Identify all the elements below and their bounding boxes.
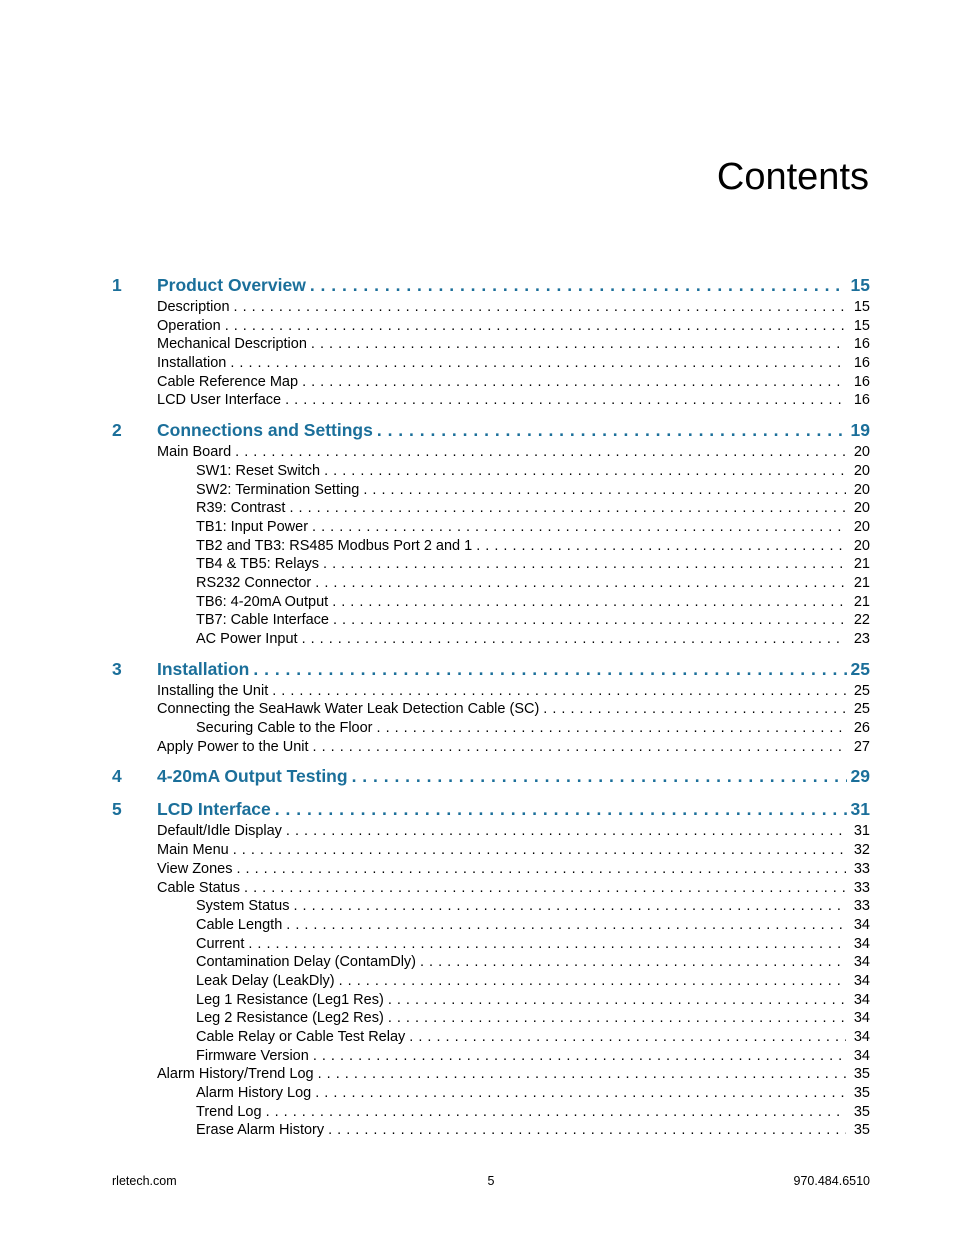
dot-leader — [234, 299, 846, 315]
entry-title: Cable Status — [157, 879, 241, 896]
entry-title: TB6: 4-20mA Output — [196, 593, 329, 610]
entry-page-number: 20 — [853, 462, 870, 479]
toc-entry[interactable] — [196, 1029, 870, 1048]
toc-chapter — [112, 659, 870, 758]
entry-title: R39: Contrast — [196, 500, 286, 517]
entry-title: Leg 1 Resistance (Leg1 Res) — [196, 991, 384, 1008]
dot-leader — [286, 823, 846, 839]
dot-leader — [253, 659, 846, 680]
entry-page-number: 20 — [853, 500, 870, 517]
entry-page-number: 34 — [853, 954, 870, 971]
dot-leader — [286, 917, 846, 933]
entry-title: Erase Alarm History — [196, 1122, 325, 1139]
toc-chapter-heading[interactable] — [112, 799, 870, 823]
entry-page-number: 34 — [853, 1010, 870, 1027]
toc-entry[interactable] — [196, 519, 870, 538]
toc-entry[interactable] — [196, 917, 870, 936]
dot-leader — [272, 683, 846, 699]
chapter-number: 2 — [112, 420, 122, 441]
entry-page-number: 35 — [853, 1103, 870, 1120]
entry-title: Operation — [157, 317, 221, 334]
toc-entry[interactable] — [157, 1066, 870, 1085]
dot-leader — [266, 1104, 846, 1120]
dot-leader — [333, 612, 846, 628]
entry-title: Securing Cable to the Floor — [196, 720, 373, 737]
entry-page-number: 26 — [853, 720, 870, 737]
toc-chapter-heading[interactable] — [112, 275, 870, 299]
entry-page-number: 23 — [853, 631, 870, 647]
entry-page-number: 16 — [853, 392, 870, 409]
dot-leader — [275, 799, 847, 820]
dot-leader — [313, 739, 846, 755]
entry-page-number: 33 — [853, 860, 870, 877]
chapter-page-number: 19 — [850, 420, 870, 441]
entry-page-number: 21 — [853, 593, 870, 610]
dot-leader — [315, 1085, 846, 1101]
toc-entry[interactable] — [196, 720, 870, 739]
entry-title: Apply Power to the Unit — [157, 738, 309, 755]
toc-entry[interactable] — [196, 898, 870, 917]
entry-title: Main Menu — [157, 842, 229, 859]
entry-page-number: 20 — [853, 444, 870, 461]
toc-entry[interactable] — [196, 1010, 870, 1029]
entry-title: RS232 Connector — [196, 574, 312, 591]
toc-chapter — [112, 766, 870, 790]
toc-entry[interactable] — [157, 392, 870, 411]
chapter-page-number: 29 — [850, 766, 870, 787]
toc-entry[interactable] — [157, 739, 870, 758]
entry-title: SW1: Reset Switch — [196, 462, 321, 479]
page-footer — [112, 1174, 870, 1190]
entry-title: Main Board — [157, 444, 232, 461]
entry-page-number: 15 — [853, 299, 870, 315]
entry-title: TB4 & TB5: Relays — [196, 556, 320, 573]
dot-leader — [352, 766, 847, 787]
entry-page-number: 35 — [853, 1066, 870, 1083]
toc-entry[interactable] — [196, 556, 870, 575]
chapter-page-number: 31 — [850, 799, 870, 820]
entry-title: Connecting the SeaHawk Water Leak Detection Cable (SC) — [157, 701, 540, 718]
toc-entry[interactable] — [196, 973, 870, 992]
toc-entry[interactable] — [157, 683, 870, 702]
toc-chapter — [112, 799, 870, 1141]
toc-entry[interactable] — [157, 880, 870, 899]
toc-entry[interactable] — [196, 992, 870, 1011]
chapter-number: 5 — [112, 799, 122, 820]
entry-page-number: 34 — [853, 1047, 870, 1064]
chapter-title: Installation — [157, 658, 250, 679]
toc-entry[interactable] — [196, 954, 870, 973]
dot-leader — [289, 500, 846, 516]
entry-title: Firmware Version — [196, 1047, 309, 1064]
dot-leader — [310, 275, 847, 296]
toc-entry[interactable] — [157, 299, 870, 318]
dot-leader — [324, 463, 846, 479]
entry-page-number: 20 — [853, 481, 870, 498]
footer-page-number: 5 — [487, 1174, 495, 1188]
chapter-page-number: 15 — [850, 275, 870, 295]
toc-entry[interactable] — [157, 861, 870, 880]
entry-page-number: 21 — [853, 574, 870, 591]
dot-leader — [311, 336, 846, 352]
dot-leader — [302, 374, 846, 390]
toc-entry[interactable] — [196, 1048, 870, 1067]
entry-page-number: 34 — [853, 972, 870, 989]
toc-chapter — [112, 275, 870, 411]
dot-leader — [302, 631, 846, 647]
entry-title: Description — [157, 299, 230, 315]
toc-entry[interactable] — [157, 374, 870, 393]
toc-chapter-heading[interactable] — [112, 659, 870, 683]
entry-title: Contamination Delay (ContamDly) — [196, 954, 416, 971]
dot-leader — [248, 936, 846, 952]
dot-leader — [420, 954, 846, 970]
entry-page-number: 35 — [853, 1085, 870, 1102]
table-of-contents — [112, 275, 870, 1150]
chapter-title: Connections and Settings — [157, 420, 373, 441]
entry-page-number: 25 — [853, 701, 870, 718]
toc-entry[interactable] — [196, 575, 870, 594]
dot-leader — [363, 482, 846, 498]
toc-chapter — [112, 420, 870, 650]
dot-leader — [409, 1029, 846, 1045]
toc-entry[interactable] — [157, 444, 870, 463]
dot-leader — [332, 594, 846, 610]
toc-entry[interactable] — [157, 842, 870, 861]
entry-page-number: 33 — [853, 898, 870, 915]
chapter-page-number: 25 — [850, 658, 870, 679]
toc-entry[interactable] — [157, 336, 870, 355]
dot-leader — [293, 898, 846, 914]
entry-page-number: 27 — [853, 738, 870, 755]
entry-title: Current — [196, 935, 245, 952]
dot-leader — [318, 1066, 846, 1082]
entry-title: Leg 2 Resistance (Leg2 Res) — [196, 1010, 384, 1027]
entry-title: Default/Idle Display — [157, 823, 282, 840]
entry-title: Cable Reference Map — [157, 373, 299, 390]
entry-title: Alarm History/Trend Log — [157, 1066, 314, 1083]
entry-title: LCD User Interface — [157, 392, 282, 409]
dot-leader — [235, 444, 846, 460]
page-title: Contents — [716, 156, 869, 198]
dot-leader — [237, 861, 847, 877]
chapter-number: 1 — [112, 275, 122, 295]
dot-leader — [388, 1010, 846, 1026]
entry-title: Installation — [157, 355, 227, 372]
toc-entry[interactable] — [157, 355, 870, 374]
toc-entry[interactable] — [157, 823, 870, 842]
entry-page-number: 21 — [853, 556, 870, 573]
dot-leader — [315, 575, 846, 591]
dot-leader — [225, 318, 846, 334]
entry-title: Cable Relay or Cable Test Relay — [196, 1029, 406, 1045]
entry-page-number: 32 — [853, 842, 870, 859]
entry-page-number: 16 — [853, 336, 870, 353]
entry-page-number: 34 — [853, 935, 870, 952]
entry-page-number: 22 — [853, 612, 870, 629]
entry-page-number: 34 — [853, 1029, 870, 1045]
entry-title: Cable Length — [196, 916, 283, 933]
chapter-title: 4-20mA Output Testing — [157, 766, 348, 787]
footer-website: rletech.com — [112, 1174, 177, 1188]
toc-entry[interactable] — [196, 612, 870, 631]
footer-phone: 970.484.6510 — [793, 1174, 870, 1188]
dot-leader — [313, 1048, 846, 1064]
dot-leader — [339, 973, 846, 989]
toc-entry[interactable] — [196, 631, 870, 650]
entry-title: TB7: Cable Interface — [196, 612, 329, 629]
dot-leader — [388, 992, 846, 1008]
dot-leader — [244, 880, 846, 896]
entry-title: SW2: Termination Setting — [196, 481, 360, 498]
chapter-title: Product Overview — [157, 275, 306, 295]
toc-entry[interactable] — [157, 701, 870, 720]
dot-leader — [230, 355, 846, 371]
entry-page-number: 25 — [853, 682, 870, 699]
toc-entry[interactable] — [196, 1085, 870, 1104]
entry-page-number: 35 — [853, 1122, 870, 1139]
chapter-number: 3 — [112, 658, 122, 679]
entry-title: View Zones — [157, 860, 233, 877]
toc-chapter-heading[interactable] — [112, 420, 870, 444]
entry-page-number: 16 — [853, 373, 870, 390]
dot-leader — [543, 701, 846, 717]
entry-title: Leak Delay (LeakDly) — [196, 972, 335, 989]
entry-page-number: 20 — [853, 537, 870, 554]
dot-leader — [312, 519, 846, 535]
dot-leader — [328, 1122, 846, 1138]
entry-title: Trend Log — [196, 1103, 262, 1120]
entry-page-number: 15 — [853, 317, 870, 334]
toc-chapter-heading[interactable] — [112, 766, 870, 790]
entry-title: Alarm History Log — [196, 1085, 312, 1102]
entry-page-number: 33 — [853, 879, 870, 896]
entry-page-number: 20 — [853, 518, 870, 535]
toc-entry[interactable] — [196, 482, 870, 501]
dot-leader — [233, 842, 846, 858]
dot-leader — [476, 538, 846, 554]
entry-page-number: 31 — [853, 823, 870, 840]
toc-entry[interactable] — [196, 463, 870, 482]
toc-entry[interactable] — [196, 1122, 870, 1141]
dot-leader — [323, 556, 846, 572]
entry-title: Mechanical Description — [157, 336, 307, 353]
toc-entry[interactable] — [196, 594, 870, 613]
toc-entry[interactable] — [196, 538, 870, 557]
dot-leader — [377, 420, 847, 441]
entry-title: AC Power Input — [196, 631, 298, 647]
toc-entry[interactable] — [196, 936, 870, 955]
toc-entry[interactable] — [196, 1104, 870, 1123]
chapter-title: LCD Interface — [157, 799, 271, 820]
entry-page-number: 16 — [853, 355, 870, 372]
dot-leader — [377, 720, 846, 736]
entry-page-number: 34 — [853, 916, 870, 933]
entry-page-number: 34 — [853, 991, 870, 1008]
entry-title: System Status — [196, 898, 290, 915]
dot-leader — [285, 392, 846, 408]
entry-title: TB1: Input Power — [196, 518, 309, 535]
chapter-number: 4 — [112, 766, 122, 787]
toc-entry[interactable] — [157, 318, 870, 337]
toc-entry[interactable] — [196, 500, 870, 519]
entry-title: Installing the Unit — [157, 682, 269, 699]
entry-title: TB2 and TB3: RS485 Modbus Port 2 and 1 — [196, 537, 473, 554]
